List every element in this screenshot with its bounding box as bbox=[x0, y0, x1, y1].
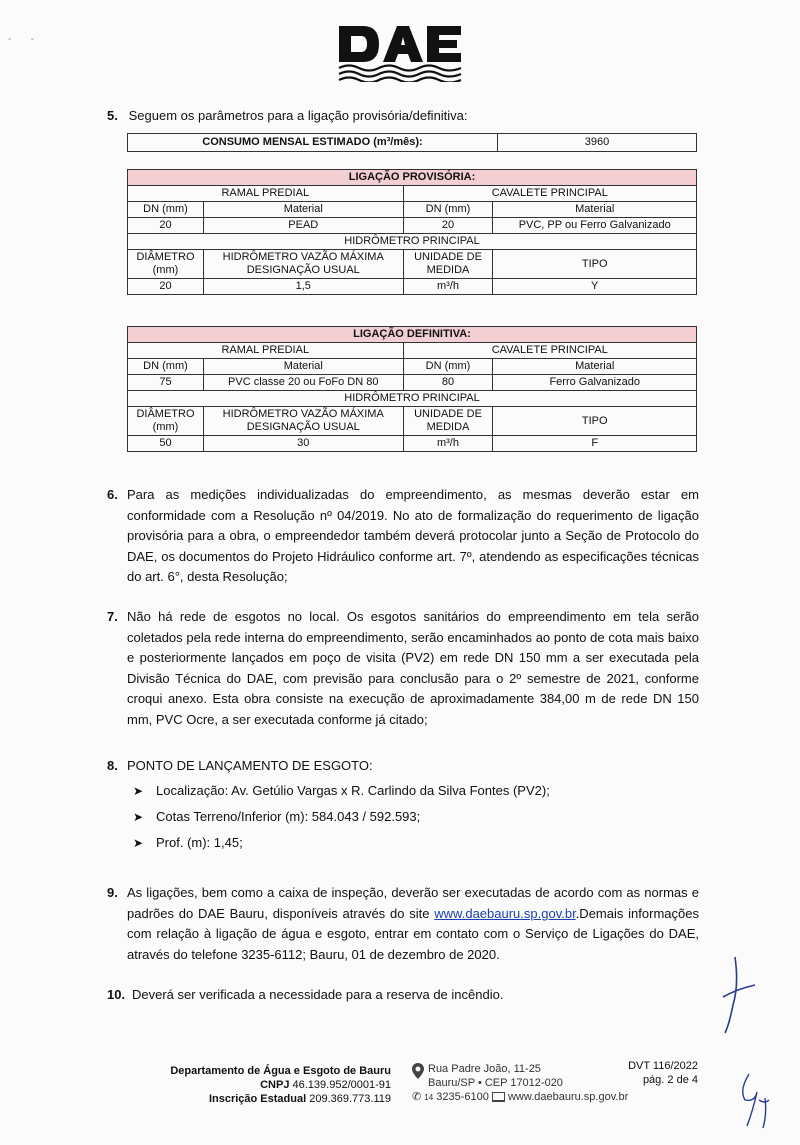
col-tipo: TIPO bbox=[493, 250, 697, 279]
section-title: PONTO DE LANÇAMENTO DE ESGOTO: bbox=[127, 758, 373, 773]
hidrometro-header: HIDRÔMETRO PRINCIPAL bbox=[128, 391, 697, 407]
scan-mark: - - bbox=[8, 34, 35, 45]
col-tipo: TIPO bbox=[493, 407, 697, 436]
unidade-value: m³/h bbox=[403, 436, 493, 452]
doc-reference: DVT 116/2022 bbox=[628, 1060, 698, 1072]
ramal-dn-value: 75 bbox=[128, 375, 204, 391]
col-vazao: HIDRÔMETRO VAZÃO MÁXIMA DESIGNAÇÃO USUAL bbox=[203, 250, 403, 279]
col-material: Material bbox=[203, 202, 403, 218]
footer-doc-info bbox=[612, 1059, 698, 1087]
footer-contact: Rua Padre João, 11-25 Bauru/SP • CEP 17012-020 ✆ 14 3235-6100 www.daebauru.sp.gov.br bbox=[412, 1063, 629, 1103]
handwritten-page-number bbox=[735, 1070, 775, 1130]
section-number: 5. bbox=[107, 108, 118, 123]
section-number: 8. bbox=[107, 758, 118, 773]
consumo-label: CONSUMO MENSAL ESTIMADO (m³/mês): bbox=[128, 134, 498, 152]
section-text: As ligações, bem como a caixa de inspeção, deverão ser executadas de acordo com as normas e padrões do DAE Bauru, disponíveis através do site www.daebauru.sp.gov.br.Demais informações com relação à ligação de água e esgoto, entrar em contato com o Serviço de Ligações do DAE, através do telefone 3235-6112; Bauru, 01 de dezembro de 2020. bbox=[127, 885, 699, 962]
ramal-material-value: PEAD bbox=[203, 218, 403, 234]
col-diametro: DIÂMETRO (mm) bbox=[128, 407, 204, 436]
list-item: ➤ Localização: Av. Getúlio Vargas x R. Carlindo da Silva Fontes (PV2); bbox=[133, 783, 550, 798]
arrow-bullet-icon: ➤ bbox=[133, 836, 144, 850]
col-material: Material bbox=[203, 359, 403, 375]
list-item: ➤ Prof. (m): 1,45; bbox=[133, 835, 243, 850]
footer-organization: Departamento de Água e Esgoto de Bauru CNPJ 46.139.952/0001-91 Inscrição Estadual 209.369.773.119 bbox=[170, 1065, 391, 1105]
section-text: Não há rede de esgotos no local. Os esgotos sanitários do empreendimento em tela serão coletados pela rede interna do empreendimento, serão encaminhados ao ponto de cota mais baixo e posteriormente lançados em poço de visita (PV2) em rede DN 150 mm a ser executada pela Divisão Técnica do DAE, com previsão para conclusão para o 2º semestre de 2021, conforme croqui anexo. Esta obra consiste na execução de aproximadamente 384,00 m de rede DN 150 mm, PVC Ocre, a ser executada conforme já citado; bbox=[127, 609, 699, 727]
col-material: Material bbox=[493, 202, 697, 218]
phone-icon: ✆ bbox=[412, 1091, 422, 1103]
monitor-icon bbox=[492, 1092, 505, 1102]
section-number: 10. bbox=[107, 987, 126, 1002]
tipo-value: Y bbox=[493, 279, 697, 295]
table-title: LIGAÇÃO DEFINITIVA: bbox=[128, 327, 697, 343]
cavalete-header: CAVALETE PRINCIPAL bbox=[403, 186, 696, 202]
cavalete-header: CAVALETE PRINCIPAL bbox=[403, 343, 696, 359]
location-pin-icon bbox=[412, 1063, 428, 1090]
cavalete-material-value: Ferro Galvanizado bbox=[493, 375, 697, 391]
ramal-material-value: PVC classe 20 ou FoFo DN 80 bbox=[203, 375, 403, 391]
ligacao-provisoria-table bbox=[127, 169, 697, 295]
col-vazao: HIDRÔMETRO VAZÃO MÁXIMA DESIGNAÇÃO USUAL bbox=[203, 407, 403, 436]
diametro-value: 20 bbox=[128, 279, 204, 295]
section-number: 7. bbox=[107, 609, 118, 624]
section-text: Para as medições individualizadas do empreendimento, as mesmas deverão estar em conformidade com a Resolução nº 04/2019. No ato de formalização do requerimento de ligação provisória para a obra, o empreendedor também deverá protocolar junto a Seção de Protocolo do DAE, os documentos do Projeto Hidráulico conforme art. 7º, atendendo as especificações técnicas do art. 6°, desta Resolução; bbox=[127, 487, 699, 584]
consumo-value: 3960 bbox=[498, 134, 697, 152]
list-item: ➤ Cotas Terreno/Inferior (m): 584.043 / 592.593; bbox=[133, 809, 421, 824]
ramal-header: RAMAL PREDIAL bbox=[128, 186, 404, 202]
footer-phone: 3235-6100 bbox=[436, 1091, 489, 1103]
section-9 bbox=[107, 883, 699, 965]
cavalete-material-value: PVC, PP ou Ferro Galvanizado bbox=[493, 218, 697, 234]
section-7 bbox=[107, 607, 699, 730]
diametro-value: 50 bbox=[128, 436, 204, 452]
cavalete-dn-value: 80 bbox=[403, 375, 493, 391]
section-6 bbox=[107, 485, 699, 588]
section-10 bbox=[107, 985, 699, 1006]
section-5-intro bbox=[107, 108, 468, 123]
section-number: 9. bbox=[107, 885, 118, 900]
ramal-header: RAMAL PREDIAL bbox=[128, 343, 404, 359]
table-title: LIGAÇÃO PROVISÓRIA: bbox=[128, 170, 697, 186]
vazao-value: 30 bbox=[203, 436, 403, 452]
arrow-bullet-icon: ➤ bbox=[133, 810, 144, 824]
hidrometro-header: HIDRÔMETRO PRINCIPAL bbox=[128, 234, 697, 250]
col-diametro: DIÂMETRO (mm) bbox=[128, 250, 204, 279]
section-number: 6. bbox=[107, 487, 118, 502]
section-text: Deverá ser verificada a necessidade para a reserva de incêndio. bbox=[132, 987, 504, 1002]
dae-logo bbox=[335, 22, 465, 82]
consumo-table bbox=[127, 133, 697, 152]
col-dn: DN (mm) bbox=[403, 359, 493, 375]
section-text: Seguem os parâmetros para a ligação provisória/definitiva: bbox=[128, 108, 468, 123]
unidade-value: m³/h bbox=[403, 279, 493, 295]
col-dn: DN (mm) bbox=[128, 202, 204, 218]
ligacao-definitiva-table bbox=[127, 326, 697, 452]
page-indicator: pág. 2 de 4 bbox=[642, 1074, 698, 1086]
col-unidade: UNIDADE DE MEDIDA bbox=[403, 250, 493, 279]
section-8 bbox=[107, 756, 699, 777]
arrow-bullet-icon: ➤ bbox=[133, 784, 144, 798]
footer-website[interactable]: www.daebauru.sp.gov.br bbox=[507, 1091, 629, 1103]
col-dn: DN (mm) bbox=[403, 202, 493, 218]
tipo-value: F bbox=[493, 436, 697, 452]
footer-address: Rua Padre João, 11-25 bbox=[428, 1063, 541, 1075]
footer-city: Bauru/SP • CEP 17012-020 bbox=[428, 1076, 563, 1089]
vazao-value: 1,5 bbox=[203, 279, 403, 295]
col-dn: DN (mm) bbox=[128, 359, 204, 375]
ramal-dn-value: 20 bbox=[128, 218, 204, 234]
col-unidade: UNIDADE DE MEDIDA bbox=[403, 407, 493, 436]
dae-website-link[interactable]: www.daebauru.sp.gov.br bbox=[434, 905, 576, 921]
col-material: Material bbox=[493, 359, 697, 375]
cavalete-dn-value: 20 bbox=[403, 218, 493, 234]
handwritten-initial bbox=[705, 955, 765, 1035]
